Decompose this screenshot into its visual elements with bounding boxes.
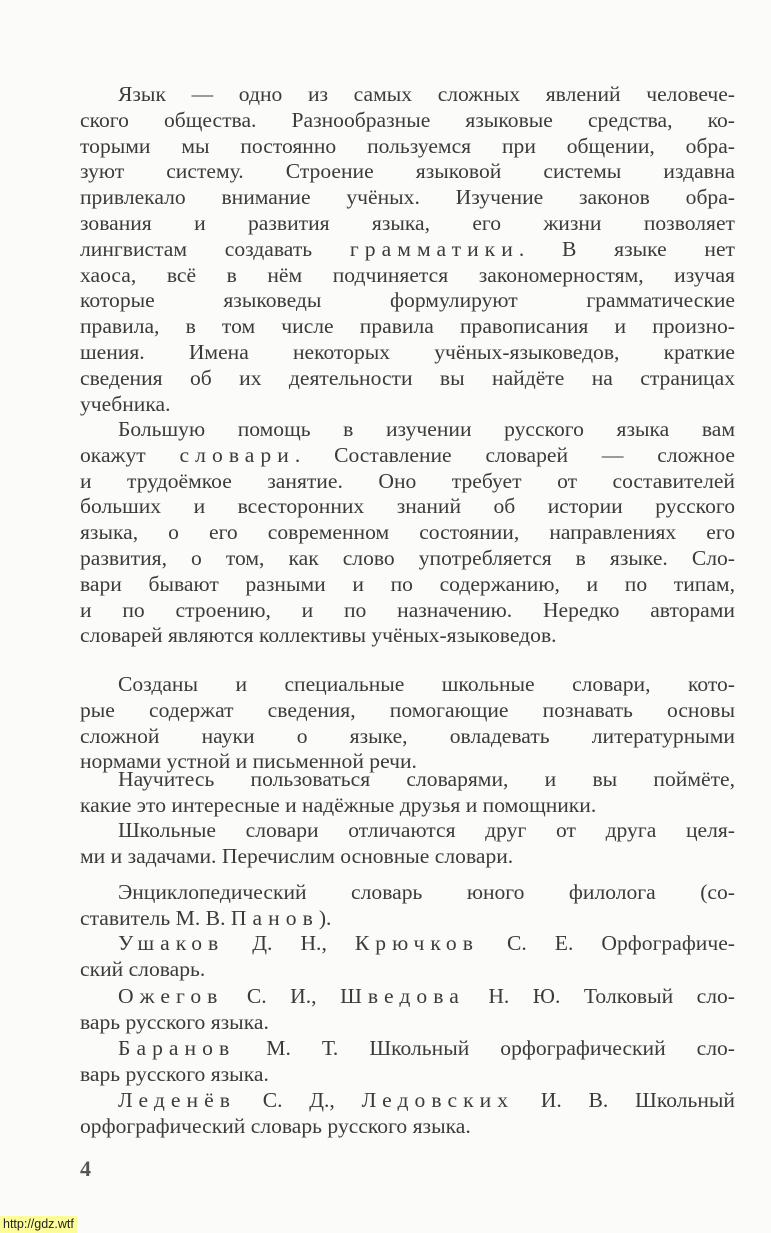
text-line: [80, 957, 735, 983]
text-line: [80, 880, 735, 906]
text-segment: развития, о том, как слово употребляется в языке. Сло-: [80, 545, 735, 570]
text-segment: которые языковеды формулируют грамматические: [80, 288, 735, 313]
text-line: [80, 623, 735, 649]
text-segment: Д. Н.,: [224, 931, 355, 955]
text-segment: С. Д.,: [236, 1088, 362, 1112]
text-line: [80, 392, 735, 418]
text-line: [80, 546, 735, 572]
text-line: [80, 1010, 735, 1036]
spaced-emphasis: Баранов: [118, 1036, 236, 1060]
spaced-emphasis: Панов: [230, 905, 319, 930]
text-segment: какие это интересные и надёжные друзья и помощники.: [80, 792, 597, 817]
text-line: [80, 263, 735, 289]
text-segment: вари бывают разными и по содержанию, и по типам,: [80, 571, 735, 596]
text-line: [80, 767, 735, 793]
text-line: [80, 366, 735, 392]
text-line: [80, 672, 735, 698]
text-segment: варь русского языка.: [80, 1061, 269, 1086]
text-segment: Язык — одно из самых сложных явлений человече-: [118, 82, 735, 106]
text-line: [80, 314, 735, 340]
text-segment: нормами устной и письменной речи.: [80, 749, 417, 774]
text-line: [80, 417, 735, 443]
text-line: [80, 340, 735, 366]
text-segment: Созданы и специальные школьные словари, кото-: [118, 672, 735, 696]
spaced-emphasis: Крючков: [354, 931, 479, 955]
spaced-emphasis: Леденёв: [118, 1088, 237, 1112]
text-line: [80, 906, 735, 932]
text-line: [80, 237, 735, 263]
text-line: [80, 1088, 735, 1114]
spaced-emphasis: Ледовских: [361, 1088, 515, 1112]
text-segment: окажут: [80, 442, 180, 467]
text-segment: зуют систему. Строение языковой системы издавна: [80, 159, 735, 184]
text-line: [80, 443, 735, 469]
text-segment: Большую помощь в изучении русского языка вам: [118, 417, 735, 441]
text-line: [80, 931, 735, 957]
text-segment: С. И.,: [223, 984, 341, 1008]
spaced-emphasis: Ушаков: [118, 931, 225, 955]
text-segment: ского общества. Разнообразные языковые средства, ко-: [80, 107, 735, 132]
text-line: [80, 598, 735, 624]
text-segment: больших и всесторонних знаний об истории русского: [80, 494, 735, 519]
paragraph: [80, 82, 735, 417]
text-line: [80, 984, 735, 1010]
spaced-emphasis: Шведова: [340, 984, 465, 1008]
text-segment: и по строению, и по назначению. Нередко авторами: [80, 597, 735, 622]
text-segment: и трудоёмкое занятие. Оно требует от составителей: [80, 468, 735, 493]
text-line: [80, 1036, 735, 1062]
text-segment: правила, в том числе правила правописания и произно-: [80, 314, 735, 339]
text-line: [80, 1062, 735, 1088]
paragraph: [80, 417, 735, 649]
text-segment: привлекало внимание учёных. Изучение законов обра-: [80, 185, 735, 210]
text-line: [80, 818, 735, 844]
text-line: [80, 724, 735, 750]
text-line: [80, 134, 735, 160]
text-line: [80, 82, 735, 108]
text-segment: . Составление словарей — сложное: [294, 442, 735, 467]
text-segment: рые содержат сведения, помогающие познавать основы: [80, 697, 735, 722]
text-line: [80, 844, 735, 870]
text-line: [80, 185, 735, 211]
spaced-emphasis: Ожегов: [118, 984, 224, 1008]
dictionary-entry: [80, 1088, 735, 1140]
text-segment: М. Т. Школьный орфографический сло-: [235, 1036, 735, 1060]
text-line: [80, 494, 735, 520]
text-line: [80, 520, 735, 546]
page-number: 4: [80, 1156, 91, 1181]
spaced-emphasis: грамматики: [349, 236, 519, 261]
text-segment: ставитель М. В.: [80, 905, 231, 930]
text-segment: Научитесь пользоваться словарями, и вы поймёте,: [118, 767, 735, 791]
text-line: [80, 698, 735, 724]
text-segment: сложной науки о языке, овладевать литературными: [80, 723, 735, 748]
text-segment: С. Е. Орфографиче-: [478, 931, 735, 955]
text-line: [80, 793, 735, 819]
dictionary-entry: [80, 1036, 735, 1088]
text-segment: сведения об их деятельности вы найдёте на страницах: [80, 365, 735, 390]
paragraph: [80, 818, 735, 870]
text-segment: И. В. Школьный: [514, 1088, 735, 1112]
text-line: [80, 572, 735, 598]
text-line: [80, 469, 735, 495]
dictionary-entry: [80, 880, 735, 932]
text-line: [80, 159, 735, 185]
text-segment: Школьные словари отличаются друг от друга целя-: [118, 818, 735, 842]
text-segment: Н. Ю. Толковый сло-: [464, 984, 735, 1008]
text-line: [80, 1114, 735, 1140]
paragraph: [80, 672, 735, 775]
text-segment: учебника.: [80, 391, 171, 416]
dictionary-entry: [80, 984, 735, 1036]
text-line: [80, 108, 735, 134]
text-segment: ми и задачами. Перечислим основные словари.: [80, 843, 514, 868]
text-segment: зования и развития языка, его жизни позволяет: [80, 210, 735, 235]
dictionary-entry: [80, 931, 735, 983]
text-segment: ).: [318, 905, 332, 930]
text-segment: Энциклопедический словарь юного филолога (со-: [118, 880, 735, 904]
text-segment: словарей являются коллективы учёных-языковедов.: [80, 623, 557, 648]
text-line: [80, 288, 735, 314]
text-segment: ский словарь.: [80, 956, 206, 981]
text-line: [80, 211, 735, 237]
text-segment: орфографический словарь русского языка.: [80, 1113, 471, 1138]
text-segment: торыми мы постоянно пользуемся при общении, обра-: [80, 133, 735, 158]
watermark-link[interactable]: http://gdz.wtf: [0, 1216, 77, 1233]
text-segment: лингвистам создавать: [80, 236, 350, 261]
text-segment: . В языке нет: [518, 236, 735, 261]
spaced-emphasis: словари: [179, 442, 295, 467]
text-segment: варь русского языка.: [80, 1009, 269, 1034]
text-segment: языка, о его современном состоянии, направлениях его: [80, 520, 735, 545]
paragraph: [80, 767, 735, 819]
text-segment: хаоса, всё в нём подчиняется закономерностям, изучая: [80, 262, 735, 287]
text-segment: шения. Имена некоторых учёных-языковедов, краткие: [80, 339, 735, 364]
